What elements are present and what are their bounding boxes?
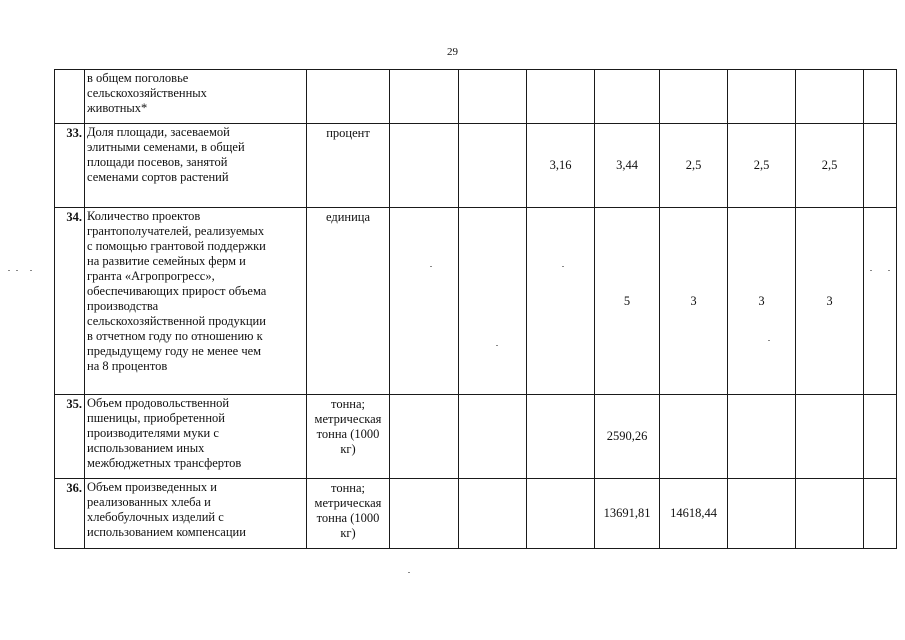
unit-line: процент: [326, 126, 370, 140]
unit-line: метрическая: [314, 412, 382, 426]
value-cell: [796, 70, 864, 124]
value-cell: 3: [728, 208, 796, 395]
unit-cell: [307, 395, 390, 479]
indicator-name-line: предыдущему году не менее чем: [87, 344, 262, 358]
unit-cell: [307, 479, 390, 549]
indicator-name-line: сельскохозяйственных: [87, 86, 207, 100]
indicator-name-cell: [85, 395, 307, 479]
indicator-name-cell: [85, 208, 307, 395]
unit-line: тонна;: [331, 481, 365, 495]
value-cell: [527, 70, 595, 124]
value-cell: 13691,81: [595, 479, 660, 549]
indicator-name-line: обеспечивающих прирост объема: [87, 284, 267, 298]
value-cell: [390, 479, 459, 549]
value-cell: [728, 395, 796, 479]
indicator-name-cell: [85, 124, 307, 208]
value-cell: 5: [595, 208, 660, 395]
indicator-name-cell: [85, 479, 307, 549]
value-cell: [728, 70, 796, 124]
value-cell: 2,5: [728, 124, 796, 208]
scan-speck: [408, 572, 410, 573]
table-row: [55, 208, 897, 395]
table-row: [55, 124, 897, 208]
scan-speck: [16, 270, 18, 271]
table-row: [55, 70, 897, 124]
indicator-name-line: грантополучателей, реализуемых: [87, 224, 265, 238]
indicator-name-line: в отчетном году по отношению к: [87, 329, 263, 343]
unit-cell: [307, 208, 390, 395]
value-cell: 2,5: [660, 124, 728, 208]
indicator-name-line: гранта «Агропрогресс»,: [87, 269, 215, 283]
scan-speck: [562, 266, 564, 267]
indicator-name-line: на развитие семейных ферм и: [87, 254, 246, 268]
unit-line: кг): [340, 442, 356, 456]
value-cell: [459, 208, 527, 395]
indicator-name-line: семенами сортов растений: [87, 170, 229, 184]
value-cell: [527, 208, 595, 395]
indicator-name-line: использованием компенсации: [87, 525, 246, 539]
unit-line: единица: [325, 210, 371, 224]
indicator-name-line: элитными семенами, в общей: [87, 140, 245, 154]
indicator-name-line: реализованных хлеба и: [87, 495, 211, 509]
indicator-name-line: животных*: [87, 101, 148, 115]
value-cell: [660, 395, 728, 479]
value-cell: [660, 70, 728, 124]
value-cell: 3,16: [527, 124, 595, 208]
value-cell: [796, 395, 864, 479]
scan-speck: [888, 270, 890, 271]
indicator-name-line: производителями муки с: [87, 426, 219, 440]
indicator-name-line: пшеницы, приобретенной: [87, 411, 225, 425]
scan-speck: [430, 266, 432, 267]
scan-speck: [8, 270, 10, 271]
value-cell: [459, 395, 527, 479]
value-cell: [864, 395, 897, 479]
row-number-cell: 36.: [55, 479, 85, 549]
indicator-name-cell: [85, 70, 307, 124]
indicator-name-line: межбюджетных трансфертов: [87, 456, 242, 470]
indicator-name-line: в общем поголовье: [87, 71, 189, 85]
value-cell: [864, 70, 897, 124]
value-cell: [796, 479, 864, 549]
indicator-name-line: производства: [87, 299, 159, 313]
indicator-name-line: Объем продовольственной: [87, 396, 230, 410]
indicators-table: [54, 69, 897, 549]
value-cell: [527, 479, 595, 549]
row-number-cell: 35.: [55, 395, 85, 479]
value-cell: [390, 208, 459, 395]
value-cell: 14618,44: [660, 479, 728, 549]
scan-speck: [30, 270, 32, 271]
unit-line: метрическая: [314, 496, 382, 510]
indicator-name-line: использованием иных: [87, 441, 205, 455]
indicator-name-line: на 8 процентов: [87, 359, 168, 373]
unit-line: тонна (1000: [316, 511, 380, 525]
value-cell: 3,44: [595, 124, 660, 208]
value-cell: 2,5: [796, 124, 864, 208]
indicator-name-line: сельскохозяйственной продукции: [87, 314, 266, 328]
value-cell: [459, 479, 527, 549]
table-row: [55, 395, 897, 479]
value-cell: 3: [660, 208, 728, 395]
indicator-name-line: Количество проектов: [87, 209, 201, 223]
value-cell: [459, 124, 527, 208]
value-cell: 2590,26: [595, 395, 660, 479]
page-number: 29: [447, 46, 458, 58]
row-number-cell: 33.: [55, 124, 85, 208]
unit-line: кг): [340, 526, 356, 540]
unit-cell: [307, 70, 390, 124]
value-cell: [864, 124, 897, 208]
value-cell: [390, 124, 459, 208]
unit-line: тонна;: [331, 397, 365, 411]
value-cell: [390, 395, 459, 479]
value-cell: [864, 208, 897, 395]
indicator-name-line: Доля площади, засеваемой: [87, 125, 230, 139]
indicator-name-line: Объем произведенных и: [87, 480, 217, 494]
scan-speck: [496, 345, 498, 346]
value-cell: [527, 395, 595, 479]
value-cell: [459, 70, 527, 124]
value-cell: [390, 70, 459, 124]
value-cell: 3: [796, 208, 864, 395]
table-row: [55, 479, 897, 549]
scan-speck: [870, 270, 872, 271]
row-number-cell: 34.: [55, 208, 85, 395]
indicator-name-line: площади посевов, занятой: [87, 155, 228, 169]
unit-line: тонна (1000: [316, 427, 380, 441]
value-cell: [595, 70, 660, 124]
indicator-name-line: хлебобулочных изделий с: [87, 510, 224, 524]
value-cell: [728, 479, 796, 549]
value-cell: [864, 479, 897, 549]
indicator-name-line: с помощью грантовой поддержки: [87, 239, 266, 253]
row-number-cell: [55, 70, 85, 124]
scan-speck: [768, 340, 770, 341]
unit-cell: [307, 124, 390, 208]
